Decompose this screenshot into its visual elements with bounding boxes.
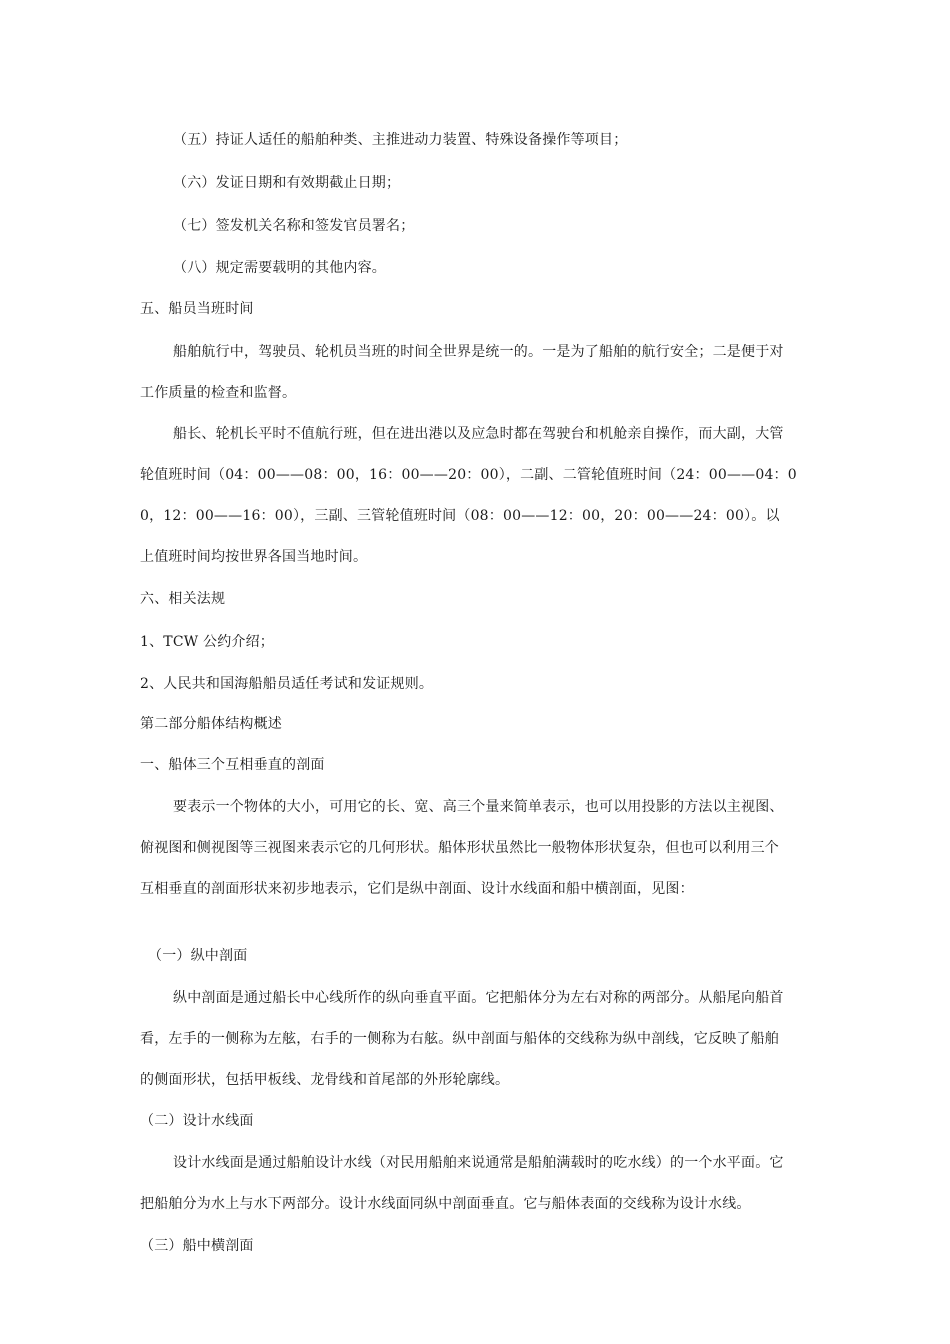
- paragraph-line: 俯视图和侧视图等三视图来表示它的几何形状。船体形状虽然比一般物体形状复杂，但也可以利用三个: [140, 840, 779, 856]
- paragraph-line: 船长、轮机长平时不值航行班，但在进出港以及应急时都在驾驶台和机舱亲自操作，而大副，大管: [173, 426, 784, 442]
- paragraph-line: 要表示一个物体的大小，可用它的长、宽、高三个量来简单表示，也可以用投影的方法以主视图、: [173, 799, 784, 815]
- section-heading: 六、相关法规: [140, 591, 226, 607]
- subsection-heading: （二）设计水线面: [140, 1113, 254, 1129]
- part-heading: 第二部分船体结构概述: [140, 716, 282, 732]
- paragraph-line: 上值班时间均按世界各国当地时间。: [140, 549, 368, 565]
- list-item: （八）规定需要载明的其他内容。: [173, 260, 386, 276]
- list-item: （七）签发机关名称和签发官员署名；: [173, 218, 415, 234]
- list-item: （六）发证日期和有效期截止日期；: [173, 175, 401, 191]
- paragraph-line: 的侧面形状，包括甲板线、龙骨线和首尾部的外形轮廓线。: [140, 1072, 510, 1088]
- subsection-heading: （一）纵中剖面: [148, 948, 248, 964]
- paragraph-line: 船舶航行中，驾驶员、轮机员当班的时间全世界是统一的。一是为了船舶的航行安全；二是便于对: [173, 344, 784, 360]
- paragraph-line: 互相垂直的剖面形状来初步地表示，它们是纵中剖面、设计水线面和船中横剖面，见图：: [140, 881, 694, 897]
- subsection-heading: （三）船中横剖面: [140, 1238, 254, 1254]
- paragraph-line: 0，12：00——16：00），三副、三管轮值班时间（08：00——12：00，20：00——24：00）。以: [140, 508, 780, 524]
- section-heading: 五、船员当班时间: [140, 301, 254, 317]
- paragraph-line: 设计水线面是通过船舶设计水线（对民用船舶来说通常是船舶满载时的吃水线）的一个水平面。它: [173, 1155, 784, 1171]
- list-item: 2、人民共和国海船船员适任考试和发证规则。: [140, 676, 434, 692]
- list-item: 1、TCW 公约介绍；: [140, 634, 274, 650]
- paragraph-line: 纵中剖面是通过船长中心线所作的纵向垂直平面。它把船体分为左右对称的两部分。从船尾向船首: [173, 990, 784, 1006]
- list-item: （五）持证人适任的船舶种类、主推进动力装置、特殊设备操作等项目；: [173, 132, 628, 148]
- paragraph-line: 轮值班时间（04：00——08：00，16：00——20：00），二副、二管轮值班时间（24：00——04：0: [140, 467, 797, 483]
- paragraph-line: 工作质量的检查和监督。: [140, 385, 297, 401]
- paragraph-line: 看，左手的一侧称为左舷，右手的一侧称为右舷。纵中剖面与船体的交线称为纵中剖线，它反映了船舶: [140, 1031, 779, 1047]
- section-heading: 一、船体三个互相垂直的剖面: [140, 757, 325, 773]
- paragraph-line: 把船舶分为水上与水下两部分。设计水线面同纵中剖面垂直。它与船体表面的交线称为设计水线。: [140, 1196, 751, 1212]
